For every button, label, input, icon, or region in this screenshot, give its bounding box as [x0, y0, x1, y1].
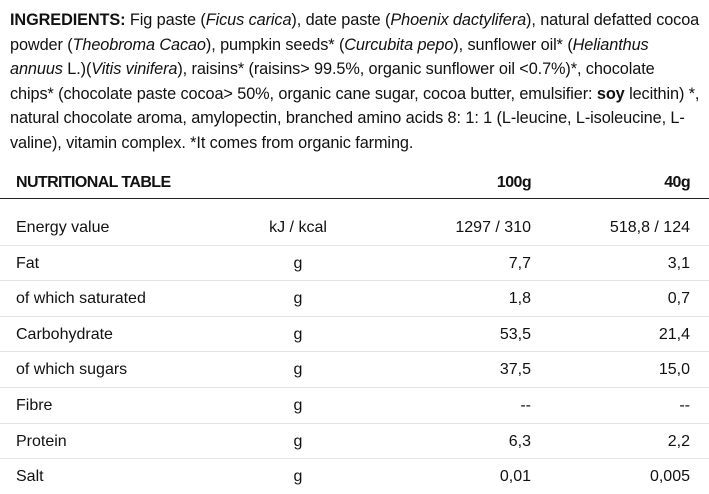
table-title: NUTRITIONAL TABLE	[16, 174, 171, 191]
ingredients-heading: INGREDIENTS:	[10, 11, 126, 29]
column-header-40g: 40g	[664, 174, 690, 191]
ingredients-text: ), natural defatted cocoa powder (	[10, 11, 700, 54]
value-per-100g: 37,5	[499, 361, 531, 379]
value-per-40g: 518,8 / 124	[609, 219, 690, 236]
ingredients-latin-name: Vitis vinifera	[91, 60, 178, 79]
nutrient-unit: g	[293, 396, 303, 414]
value-per-100g: 1,8	[508, 290, 531, 308]
nutritional-table	[0, 170, 709, 494]
table-row	[0, 459, 709, 494]
value-per-40g: 3,1	[667, 254, 690, 272]
ingredients-text: ), date paste (	[291, 11, 391, 29]
ingredients-latin-name: Curcubita pepo	[344, 35, 454, 54]
table-row	[0, 210, 709, 246]
ingredients-text: ), raisins* (raisins> 99.5%, organic sunflower oil <0.7%)*, chocolate chips* (chocolate paste cocoa> 50%, organic cane sugar, cocoa butter, emulsifier:	[10, 60, 655, 103]
nutrient-unit: kJ / kcal	[269, 219, 327, 236]
ingredients-text: lecithin) *, natural chocolate aroma, amylopectin, branched amino acids 8: 1: 1 (L-leucine, L-isoleucine, L-valine), vitamin complex. *It comes from organic farming.	[10, 84, 700, 152]
table-row	[0, 424, 709, 460]
nutrient-name: Salt	[16, 468, 44, 486]
nutrient-unit: g	[293, 290, 303, 308]
table-row	[0, 281, 709, 317]
ingredients-paragraph	[10, 8, 702, 156]
nutrient-name: Fibre	[16, 396, 53, 414]
nutrient-name: Protein	[16, 432, 67, 450]
nutrient-unit: g	[293, 361, 303, 379]
nutrient-name: of which saturated	[16, 290, 146, 308]
nutrient-unit: g	[293, 325, 303, 343]
table-row	[0, 317, 709, 353]
ingredients-text: Fig paste (	[125, 11, 206, 29]
nutrient-name: of which sugars	[16, 361, 128, 379]
value-per-100g: 1297 / 310	[455, 219, 531, 236]
nutrient-name: Energy value	[16, 219, 110, 236]
nutrient-name: Fat	[16, 254, 40, 272]
value-per-100g: 6,3	[508, 432, 531, 450]
value-per-100g: 0,01	[499, 468, 531, 486]
value-per-100g: --	[520, 396, 531, 414]
value-per-40g: 2,2	[667, 432, 690, 450]
nutrient-name: Carbohydrate	[16, 325, 113, 343]
ingredients-text: ), pumpkin seeds* (	[205, 35, 345, 54]
table-row	[0, 352, 709, 388]
table-row	[0, 388, 709, 424]
value-per-40g: --	[679, 396, 690, 414]
nutrient-unit: g	[293, 254, 303, 272]
table-row	[0, 246, 709, 282]
allergen-soy: soy	[596, 84, 625, 103]
ingredients-latin-name: Helianthus annuus	[10, 35, 649, 79]
value-per-40g: 21,4	[658, 325, 690, 343]
table-header-row	[0, 170, 709, 199]
value-per-40g: 15,0	[658, 361, 690, 379]
ingredients-latin-name: Ficus carica	[205, 11, 292, 29]
nutrient-unit: g	[293, 468, 303, 486]
column-header-100g: 100g	[496, 174, 531, 191]
ingredients-text: ), sunflower oil* (	[453, 35, 573, 54]
ingredients-text: L.)(	[62, 60, 92, 79]
ingredients-latin-name: Phoenix dactylifera	[390, 11, 527, 29]
value-per-100g: 53,5	[499, 325, 531, 343]
nutrient-unit: g	[293, 432, 303, 450]
value-per-40g: 0,005	[649, 468, 690, 486]
value-per-40g: 0,7	[667, 290, 690, 308]
value-per-100g: 7,7	[508, 254, 531, 272]
ingredients-latin-name: Theobroma Cacao	[72, 35, 206, 54]
